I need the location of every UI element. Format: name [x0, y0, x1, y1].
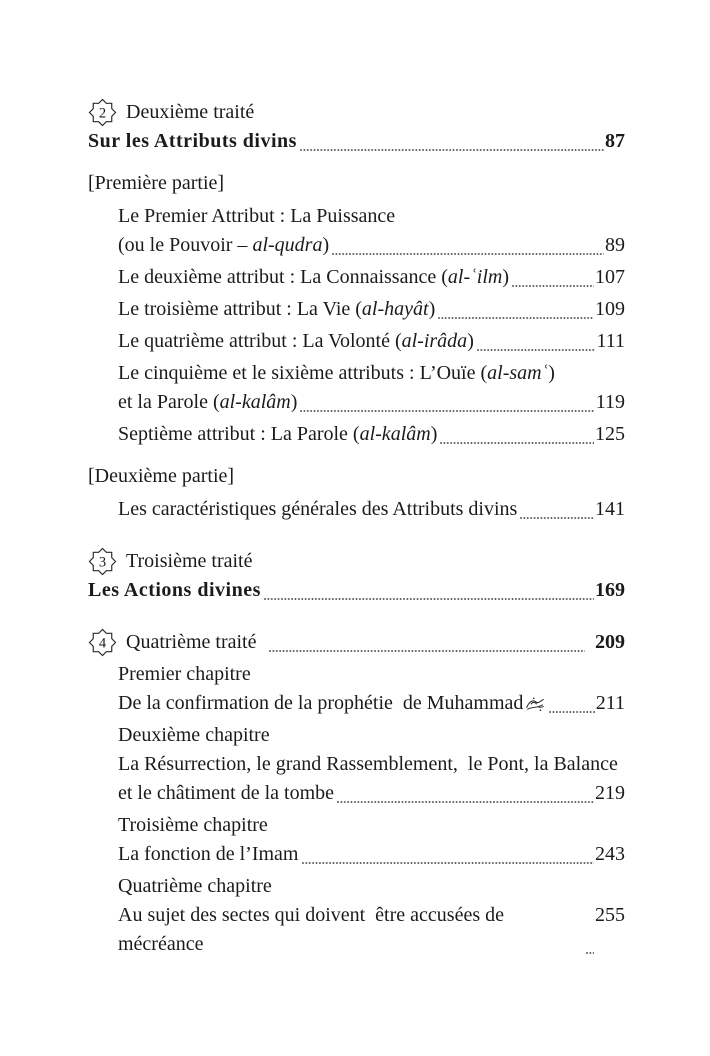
toc-entry-last-line: [118, 495, 625, 524]
part-label: [Première partie]: [88, 172, 225, 194]
entry-text: Le cinquième et le sixième attributs : L’Ouïe (: [118, 362, 488, 384]
page-number: 125: [595, 423, 625, 445]
toc-entry: [88, 721, 625, 808]
entry-text: La Résurrection, le grand Rassemblement, le Pont, la Balance: [118, 753, 618, 775]
entry-text: Les caractéristiques générales des Attributs divins: [118, 498, 518, 520]
entry-text: ): [322, 234, 330, 256]
toc-entry: [88, 811, 625, 869]
toc-entry-last-line: [118, 779, 625, 808]
part-label: [Deuxième partie]: [88, 465, 235, 487]
transliteration-italic: al-qudra: [252, 234, 323, 256]
section-number: 2: [98, 105, 107, 122]
page-number: 169: [595, 579, 625, 601]
entry-text: Au sujet des sectes qui doivent être accusées de mécréance: [118, 904, 509, 955]
page-number: 219: [595, 782, 625, 804]
entry-text: ): [502, 266, 509, 288]
dot-leader: [269, 650, 586, 652]
page-number: 211: [595, 692, 625, 714]
dot-leader: [586, 952, 594, 954]
entry-text: ): [428, 298, 436, 320]
transliteration-italic: al-kalâm: [359, 423, 431, 445]
toc-entry: [88, 263, 625, 292]
entry-line-text: [88, 127, 297, 156]
toc-section-header: [88, 547, 625, 576]
entry-line-text: [118, 295, 435, 324]
page-number: 243: [595, 843, 625, 865]
entry-line-text: [118, 721, 625, 750]
entry-line-text: [118, 495, 517, 524]
dot-leader: [520, 517, 594, 519]
toc-entry: [88, 872, 625, 959]
entry-line-text: [118, 388, 297, 417]
entry-text: Deuxième chapitre: [118, 724, 270, 746]
entry-text: Sur les Attributs divins: [88, 130, 297, 152]
toc-entry: [88, 359, 625, 417]
toc-entry-last-line: [118, 689, 625, 718]
entry-line-text: [118, 420, 437, 449]
entry-text: La fonction de l’Imam: [118, 843, 299, 865]
entry-text: Le deuxième attribut : La Connaissance (: [118, 266, 448, 288]
entry-line-text: [118, 779, 334, 808]
entry-text: et la Parole (: [118, 391, 220, 413]
page-number: 111: [596, 330, 625, 352]
entry-line-text: [118, 901, 583, 959]
toc-entry: [88, 660, 625, 718]
dot-leader: [512, 285, 594, 287]
entry-text: (ou le Pouvoir –: [118, 234, 253, 256]
section-title: Troisième traité: [126, 550, 253, 572]
section-title: Quatrième traité: [126, 631, 257, 653]
section-number: 3: [98, 554, 107, 571]
section-title: Deuxième traité: [126, 101, 255, 123]
toc-entry-last-line: [118, 295, 625, 324]
entry-text: Le quatrième attribut : La Volonté (: [118, 330, 402, 352]
toc-entry: [88, 576, 625, 605]
entry-line-text: [118, 750, 625, 779]
entry-text: ): [430, 423, 438, 445]
entry-text: et le châtiment de la tombe: [118, 782, 335, 804]
page-number: 89: [605, 234, 625, 256]
dot-leader: [440, 442, 594, 444]
section-number-star-icon: [88, 547, 117, 576]
toc-entry: [88, 327, 625, 356]
toc-entry: [88, 495, 625, 524]
transliteration-italic: al-ʿilm: [447, 266, 503, 288]
dot-leader: [477, 349, 596, 351]
entry-text: Les Actions divines: [88, 579, 261, 601]
dot-leader: [549, 711, 594, 713]
entry-text: Quatrième chapitre: [118, 875, 272, 897]
section-number-star-icon: [88, 628, 117, 657]
section-number-star-icon: [88, 98, 117, 127]
toc-entry: [88, 295, 625, 324]
toc-entry-last-line: [88, 127, 625, 156]
toc-entry: [88, 420, 625, 449]
toc-entry-last-line: [118, 263, 625, 292]
entry-line-text: [118, 840, 299, 869]
dot-leader: [302, 862, 595, 864]
entry-line-text: [118, 872, 625, 901]
page-number: 119: [595, 391, 625, 413]
entry-text: ): [290, 391, 298, 413]
entry-line-text: [118, 202, 625, 231]
dot-leader: [438, 317, 594, 319]
entry-text: Troisième chapitre: [118, 814, 268, 836]
entry-text: Septième attribut : La Parole (: [118, 423, 360, 445]
dot-leader: [332, 253, 604, 255]
entry-line-text: [118, 327, 474, 356]
entry-line-text: [118, 811, 625, 840]
entry-text: Le troisième attribut : La Vie (: [118, 298, 362, 320]
toc-list: [88, 98, 625, 959]
transliteration-italic: al-hayât: [361, 298, 429, 320]
page-number: 255: [595, 904, 625, 926]
transliteration-italic: al-irâda: [401, 330, 468, 352]
entry-line-text: [118, 359, 625, 388]
toc-entry-last-line: [88, 576, 625, 605]
entry-text: ): [467, 330, 474, 352]
transliteration-italic: al-kalâm: [219, 391, 291, 413]
page-number: 109: [595, 298, 625, 320]
page-number: 141: [595, 498, 625, 520]
entry-line-text: [118, 660, 625, 689]
page-number: 107: [595, 266, 625, 288]
toc-entry-last-line: [118, 840, 625, 869]
entry-text: Premier chapitre: [118, 663, 251, 685]
toc-entry: [88, 202, 625, 260]
dot-leader: [337, 801, 594, 803]
dot-leader: [300, 410, 594, 412]
entry-text: De la confirmation de la prophétie de Muhammad: [118, 692, 524, 714]
toc-entry-last-line: [118, 231, 625, 260]
entry-line-text: [118, 263, 509, 292]
entry-line-text: [118, 231, 329, 260]
entry-text: Le Premier Attribut : La Puissance: [118, 205, 396, 227]
toc-entry-last-line: [118, 388, 625, 417]
transliteration-italic: al-samʿ: [487, 362, 549, 384]
dot-leader: [264, 598, 594, 600]
toc-section-header: [88, 98, 625, 127]
toc-entry-last-line: [118, 901, 625, 959]
section-number: 4: [98, 635, 107, 652]
entry-line-text: [118, 689, 546, 718]
page-number: 87: [605, 130, 625, 152]
toc-section-header: [88, 628, 625, 657]
entry-line-text: [88, 576, 261, 605]
muhammad-pbuh-calligraphy-icon: [525, 696, 546, 712]
toc-entry-last-line: [118, 327, 625, 356]
toc-entry-last-line: [118, 420, 625, 449]
page-number: 209: [595, 631, 625, 653]
dot-leader: [300, 149, 604, 151]
entry-text: ): [548, 362, 555, 384]
toc-entry: [88, 127, 625, 156]
